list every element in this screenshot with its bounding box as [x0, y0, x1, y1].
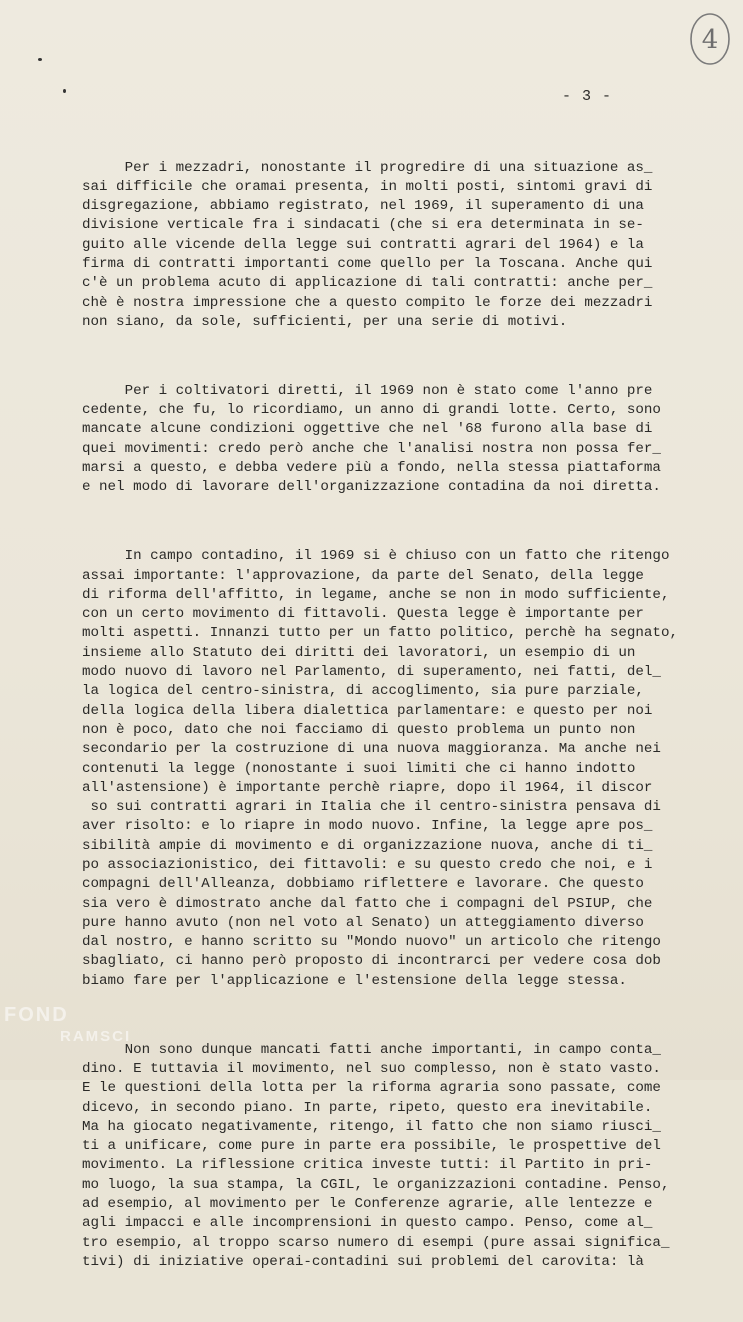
- text-line: guito alle vicende della legge sui contratti agrari del 1964) e la: [82, 236, 644, 253]
- watermark-line-2: RAMSCI: [60, 1028, 132, 1045]
- text-line: In campo contadino, il 1969 si è chiuso con un fatto che ritengo: [82, 548, 670, 565]
- text-line: mancate alcune condizioni oggettive che nel '68 furono alla base di: [82, 421, 653, 438]
- text-line: di riforma dell'affitto, in legame, anche se non in modo sufficiente,: [82, 586, 670, 603]
- text-line: quei movimenti: credo però anche che l'analisi nostra non possa fer_: [82, 440, 661, 457]
- text-line: biamo fare per l'applicazione e l'estensione della legge stessa.: [82, 972, 627, 989]
- text-line: contenuti la legge (nonostante i suoi limiti che ci hanno indotto: [82, 760, 636, 777]
- text-line: la logica del centro-sinistra, di accoglimento, sia pure parziale,: [82, 683, 644, 700]
- page-number: - 3 -: [562, 88, 613, 105]
- text-line: compagni dell'Alleanza, dobbiamo riflettere e lavorare. Che questo: [82, 876, 644, 893]
- text-line: tivi) di iniziative operai-contadini sui problemi del carovita: là: [82, 1253, 644, 1270]
- text-line: marsi a questo, e debba vedere più a fondo, nella stessa piattaforma: [82, 460, 661, 477]
- text-line: Non sono dunque mancati fatti anche importanti, in campo conta_: [82, 1041, 661, 1058]
- text-line: so sui contratti agrari in Italia che il centro-sinistra pensava di: [82, 799, 661, 816]
- archive-page-number: 4: [701, 25, 719, 55]
- text-line: movimento. La riflessione critica investe tutti: il Partito in pri-: [82, 1157, 653, 1174]
- text-line: po associazionistico, dei fittavoli: e su questo credo che noi, e i: [82, 856, 653, 873]
- text-line: con un certo movimento di fittavoli. Questa legge è importante per: [82, 606, 644, 623]
- text-line: insieme allo Statuto dei diritti dei lavoratori, un esempio di un: [82, 644, 636, 661]
- text-line: Per i mezzadri, nonostante il progredire di una situazione as_: [82, 159, 653, 176]
- paragraph-affitto: [82, 547, 702, 991]
- text-line: chè è nostra impressione che a questo compito le forze dei mezzadri: [82, 294, 653, 311]
- text-line: ti a unificare, come pure in parte era possibile, le prospettive del: [82, 1138, 661, 1155]
- paragraph-coltivatori: [82, 382, 702, 498]
- text-line: disgregazione, abbiamo registrato, nel 1969, il superamento di una: [82, 198, 644, 215]
- handwritten-circle-icon: [688, 10, 732, 68]
- text-line: ad esempio, al movimento per le Conferenze agrarie, alle lentezze e: [82, 1196, 653, 1213]
- text-line: sai difficile che oramai presenta, in molti posti, sintomi gravi di: [82, 178, 653, 195]
- text-line: dino. E tuttavia il movimento, nel suo complesso, non è stato vasto.: [82, 1060, 661, 1077]
- text-line: dicevo, in secondo piano. In parte, ripeto, questo era inevitabile.: [82, 1099, 653, 1116]
- text-line: aver risolto: e lo riapre in modo nuovo. Infine, la legge apre pos_: [82, 818, 653, 835]
- text-line: Ma ha giocato negativamente, ritengo, il fatto che non siamo riusci_: [82, 1118, 661, 1135]
- text-line: della logica della libera dialettica parlamentare: e questo per noi: [82, 702, 653, 719]
- text-line: agli impacci e alle incomprensioni in questo campo. Penso, come al_: [82, 1215, 653, 1232]
- text-line: secondario per la costruzione di una nuova maggioranza. Ma anche nei: [82, 741, 661, 758]
- text-line: molti aspetti. Innanzi tutto per un fatto politico, perchè ha segnato,: [82, 625, 678, 642]
- margin-dot: [63, 89, 66, 93]
- text-line: firma di contratti importanti come quello per la Toscana. Anche qui: [82, 256, 653, 273]
- text-line: c'è un problema acuto di applicazione di tali contratti: anche per_: [82, 275, 653, 292]
- watermark-line-1: FOND: [4, 1004, 69, 1026]
- paragraph-mezzadri: [82, 159, 702, 333]
- text-line: sia vero è dimostrato anche dal fatto che i compagni del PSIUP, che: [82, 895, 653, 912]
- archive-page-mark: [688, 10, 732, 68]
- text-line: sbagliato, ci hanno però proposto di incontrarci per vedere cosa dob: [82, 953, 661, 970]
- text-line: all'astensione) è importante perchè riapre, dopo il 1964, il discor: [82, 779, 653, 796]
- text-line: tro esempio, al troppo scarso numero di esempi (pure assai significa_: [82, 1234, 670, 1251]
- text-line: modo nuovo di lavoro nel Parlamento, di superamento, nei fatti, del_: [82, 664, 661, 681]
- text-line: non è poco, dato che noi facciamo di questo problema un punto non: [82, 721, 636, 738]
- text-line: sibilità ampie di movimento e di organizzazione nuova, anche di ti_: [82, 837, 653, 854]
- text-line: mo luogo, la sua stampa, la CGIL, le organizzazioni contadine. Penso,: [82, 1176, 670, 1193]
- text-line: cedente, che fu, lo ricordiamo, un anno di grandi lotte. Certo, sono: [82, 402, 661, 419]
- text-line: assai importante: l'approvazione, da parte del Senato, della legge: [82, 567, 644, 584]
- text-line: e nel modo di lavorare dell'organizzazione contadina da noi diretta.: [82, 479, 661, 496]
- text-line: E le questioni della lotta per la riforma agraria sono passate, come: [82, 1080, 661, 1097]
- text-line: divisione verticale fra i sindacati (che si era determinata in se-: [82, 217, 644, 234]
- archive-watermark: [0, 1000, 190, 1080]
- text-line: Per i coltivatori diretti, il 1969 non è stato come l'anno pre: [82, 382, 653, 399]
- body-text: [82, 120, 702, 1322]
- text-line: pure hanno avuto (non nel voto al Senato) un atteggiamento diverso: [82, 914, 644, 931]
- text-line: dal nostro, e hanno scritto su "Mondo nuovo" un articolo che ritengo: [82, 934, 661, 951]
- margin-dot: [38, 58, 42, 61]
- text-line: non siano, da sole, sufficienti, per una serie di motivi.: [82, 313, 568, 330]
